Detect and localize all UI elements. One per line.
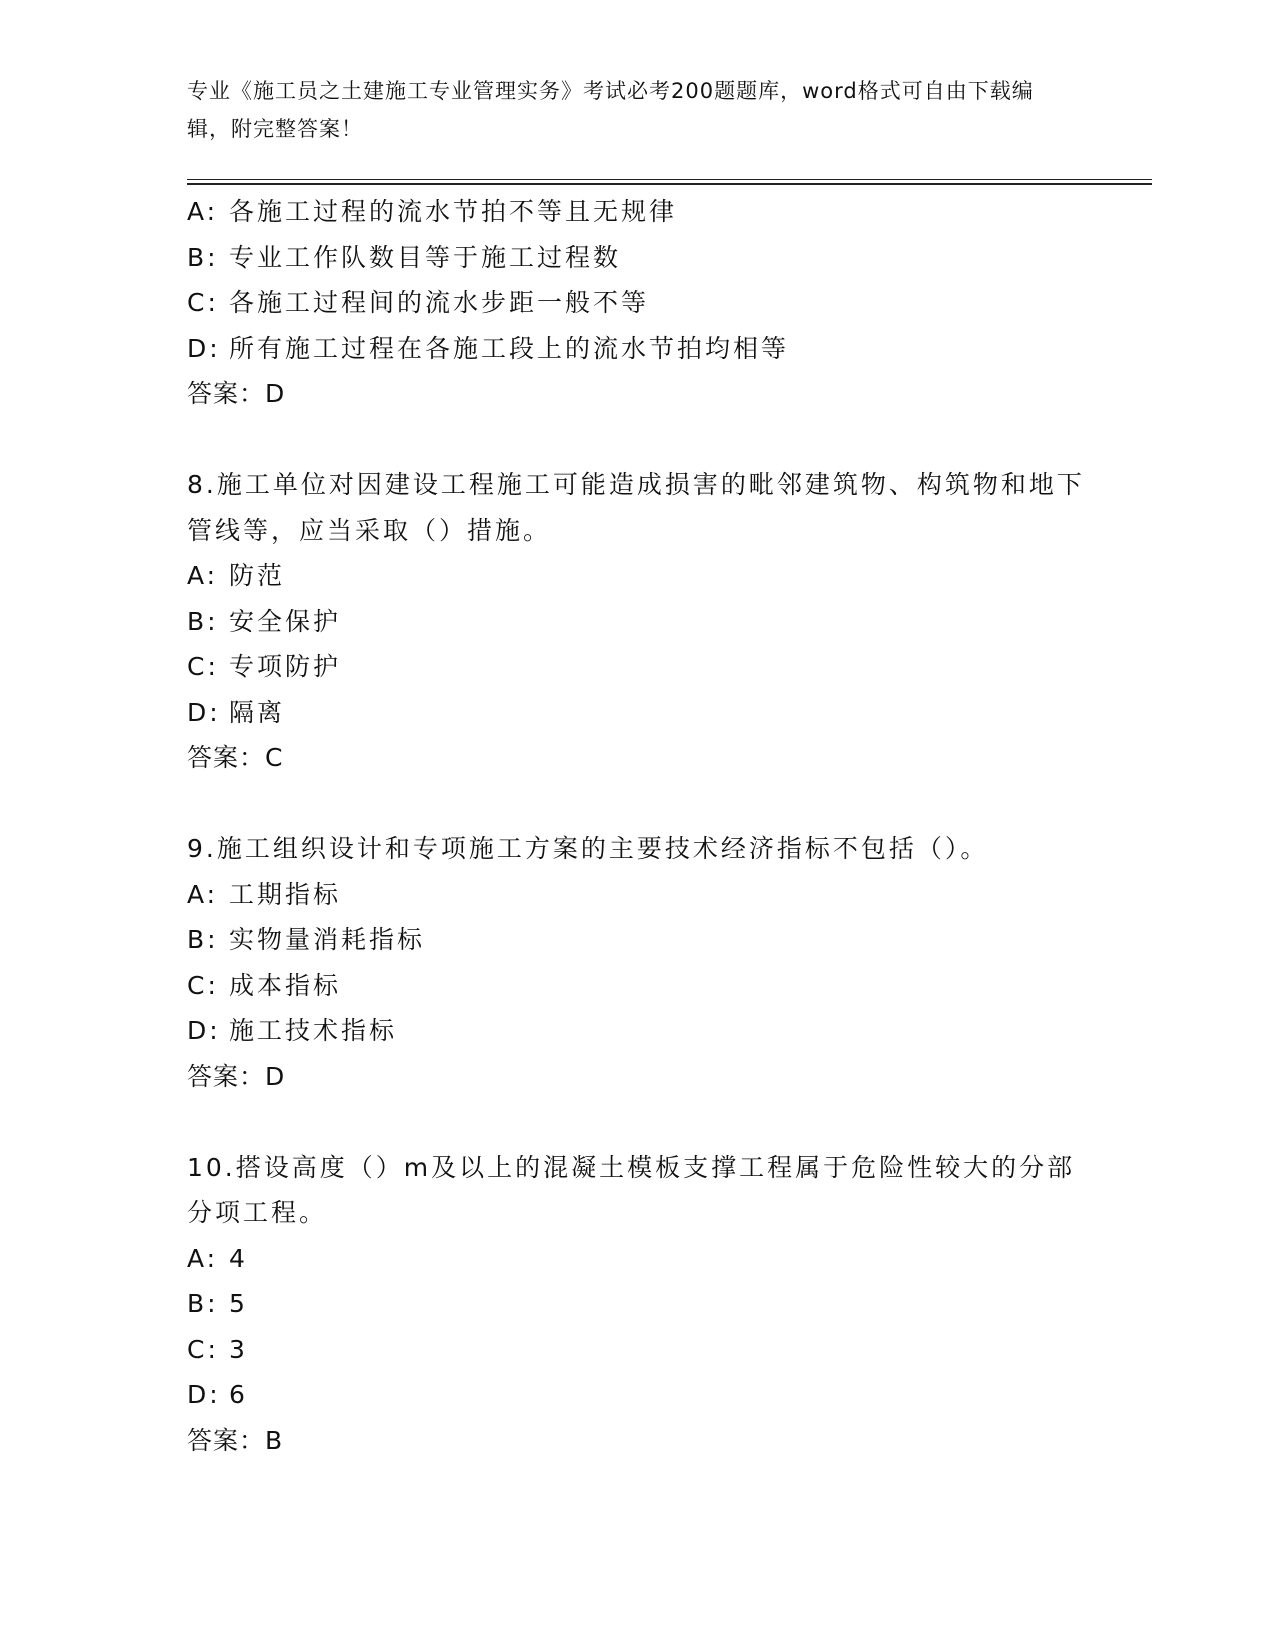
question-8 [187,462,1087,781]
option-b: B: 实物量消耗指标 [187,925,426,954]
header-divider-thin [187,179,1152,180]
answer-line: 答案：D [187,1061,286,1091]
question-10 [187,1145,1087,1464]
question-list [187,189,1087,1463]
option-d: D: 施工技术指标 [187,1016,398,1045]
option-d: D: 所有施工过程在各施工段上的流水节拍均相等 [187,333,790,363]
answer-line: 答案：D [187,379,286,408]
question-9 [187,826,1087,1099]
answer-line: 答案：C [187,743,284,772]
option-c: C: 各施工过程间的流水步距一般不等 [187,288,650,317]
option-b: B: 5 [187,1289,248,1318]
question-stem: 8.施工单位对因建设工程施工可能造成损害的毗邻建筑物、构筑物和地下管线等，应当采取（）措施。 [187,470,1085,545]
option-b: B: 安全保护 [187,606,342,636]
answer-line: 答案：B [187,1425,284,1455]
header-divider-thick [187,183,1152,185]
question-7 [187,189,1087,417]
option-d: D: 隔离 [187,697,286,727]
question-stem: 9.施工组织设计和专项施工方案的主要技术经济指标不包括（）。 [187,834,989,863]
option-c: C: 成本指标 [187,970,342,1000]
option-a: A: 各施工过程的流水节拍不等且无规律 [187,197,678,226]
question-stem: 10.搭设高度（）m及以上的混凝土模板支撑工程属于危险性较大的分部分项工程。 [187,1152,1076,1227]
option-a: A: 4 [187,1243,248,1273]
option-a: A: 防范 [187,561,286,590]
option-b: B: 专业工作队数目等于施工过程数 [187,242,622,272]
option-a: A: 工期指标 [187,879,342,909]
option-d: D: 6 [187,1380,248,1409]
option-c: C: 专项防护 [187,652,342,681]
document-header: 专业《施工员之土建施工专业管理实务》考试必考200题题库，word格式可自由下载编辑，附完整答案！ [187,79,1034,141]
option-c: C: 3 [187,1334,248,1364]
